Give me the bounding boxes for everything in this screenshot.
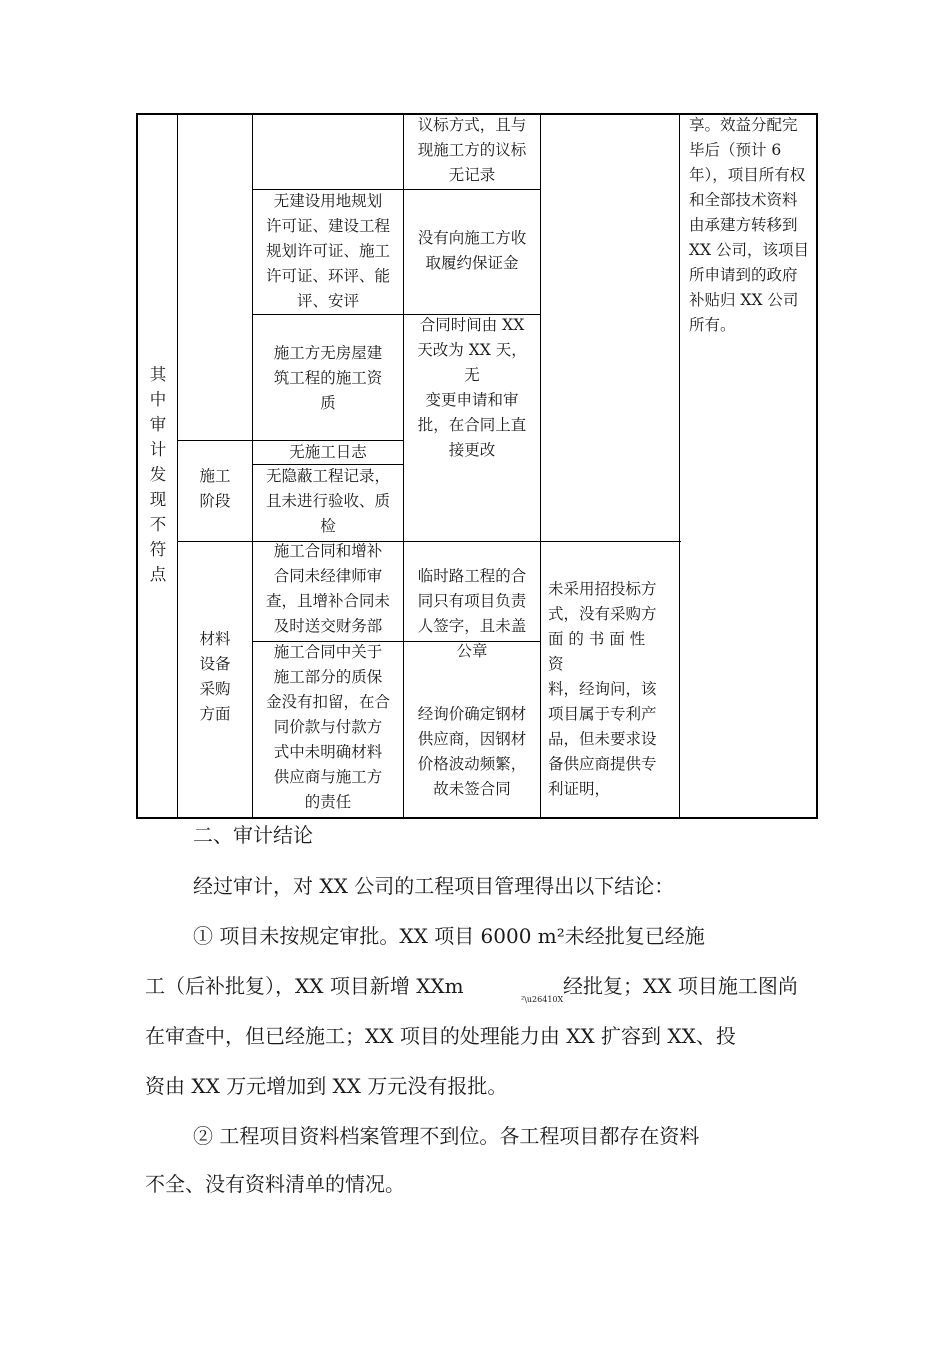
conclusion-item-1-line-3: 在审查中，但已经施工；XX 项目的处理能力由 XX 扩容到 XX、投 bbox=[145, 1024, 736, 1048]
conclusion-item-1-line-1: ① 项目未按规定审批。XX 项目 6000 m²未经批复已经施 bbox=[193, 924, 705, 948]
table-divider bbox=[679, 113, 680, 819]
phase-construction-label: 施工 阶段 bbox=[199, 467, 231, 510]
finding-quality-deposit: 施工合同中关于 施工部分的质保 金没有扣留，在合 同价款与付款方 式中未明确材料 供应商与施工方 的责任 bbox=[265, 643, 390, 811]
findings-vertical-label: 其 中 审 计 发 现 不 符 点 bbox=[149, 365, 167, 584]
phase-material-label: 材料 设备 采购 方面 bbox=[199, 630, 231, 723]
section-heading: 二、审计结论 bbox=[193, 823, 313, 847]
superscript-artifact: ²\u26410X bbox=[521, 995, 564, 1004]
conclusion-item-2-line-1: ② 工程项目资料档案管理不到位。各工程项目都存在资料 bbox=[193, 1124, 700, 1148]
finding-procurement: 未采用招投标方 式，没有采购方 面 的 书 面 性 资 料，经询问，该 项目属于专利产 品，但未要求设 备供应商提供专 利证明， bbox=[548, 580, 657, 798]
finding-no-qualification: 施工方无房屋建 筑工程的施工资 质 bbox=[273, 344, 383, 412]
table-divider bbox=[540, 113, 541, 819]
table-border-left bbox=[136, 113, 138, 819]
finding-no-permit: 无建设用地规划 许可证、建设工程 规划许可证、施工 许可证、环评、能 评、安评 bbox=[265, 192, 390, 310]
finding-steel-supplier: 经询价确定钢材 供应商，因钢材 价格波动频繁， 故未签合同 bbox=[417, 705, 527, 798]
finding-contract-time: 合同时间由 XX 天改为 XX 天， 无 变更申请和审 批，在合同上直 接更改 bbox=[417, 316, 527, 459]
finding-no-construction-log: 无施工日志 bbox=[289, 443, 367, 461]
conclusion-intro: 经过审计，对 XX 公司的工程项目管理得出以下结论： bbox=[193, 874, 675, 898]
conclusion-item-2-line-2: 不全、没有资料清单的情况。 bbox=[145, 1172, 405, 1196]
table-border-bottom bbox=[136, 817, 818, 819]
finding-benefit-distribution: 享。效益分配完 毕后（预计 6 年），项目所有权 和全部技术资料 由承建方转移到 XX 公司，该项目 所申请到的政府 补贴归 XX 公司 所有。 bbox=[689, 116, 809, 334]
finding-performance-bond: 没有向施工方收 取履约保证金 bbox=[417, 229, 527, 272]
finding-bid-method: 议标方式，且与 现施工方的议标 无记录 bbox=[417, 116, 527, 184]
conclusion-item-1-line-2a: 工（后补批复），XX 项目新增 XXm bbox=[145, 974, 464, 998]
conclusion-item-1-line-4: 资由 XX 万元增加到 XX 万元没有报批。 bbox=[145, 1074, 508, 1098]
finding-temp-road-contract: 临时路工程的合 同只有项目负责 人签字，且未盖 公章 bbox=[417, 567, 527, 660]
finding-no-hidden-record: 无隐蔽工程记录， 且未进行验收、质 检 bbox=[265, 467, 390, 535]
conclusion-item-1-line-2b: 经批复；XX 项目施工图尚 bbox=[563, 974, 798, 998]
finding-contract-review: 施工合同和增补 合同未经律师审 查，且增补合同未 及时送交财务部 bbox=[265, 542, 390, 635]
